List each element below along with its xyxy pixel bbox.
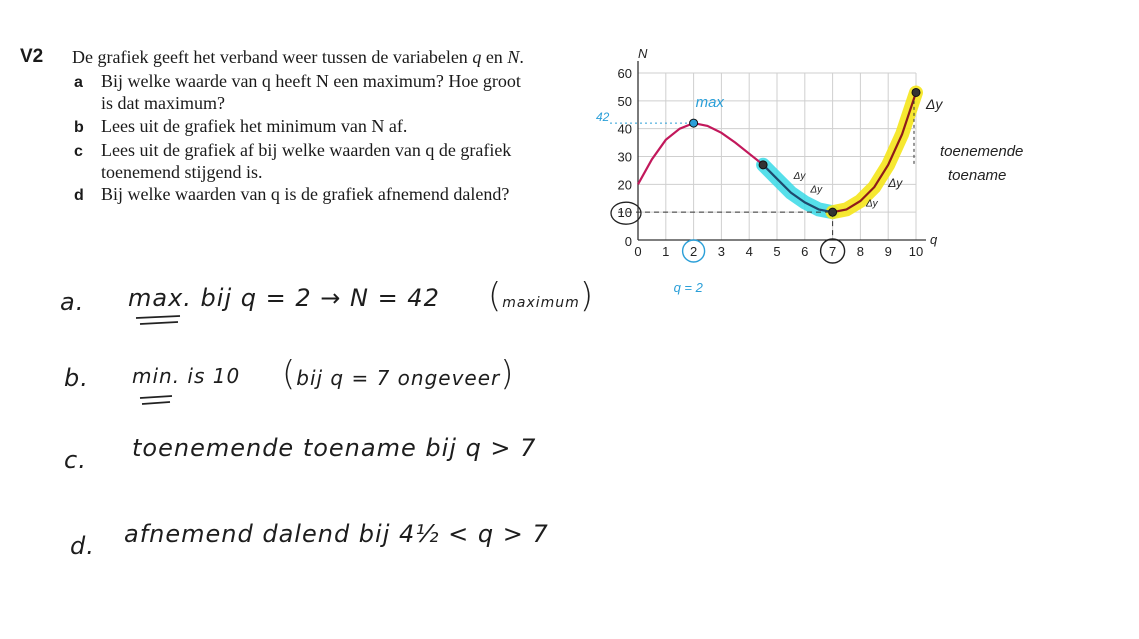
side-note-line: toename [948,167,1007,184]
x-tick-label: 5 [773,244,781,259]
y-tick-label: 50 [617,93,632,109]
max-label: max [695,94,724,112]
x-tick-label: 1 [662,244,670,259]
exercise-number: V2 [20,46,44,67]
y-tick-label: 10 [617,205,632,221]
x-tick-label: 9 [884,244,892,259]
double-underline [140,396,172,404]
exercise-intro: De grafiek geeft het verband weer tussen de variabelen q en N. [72,47,524,67]
side-note-line: toenemende [940,143,1024,160]
x-tick-label: 10 [908,244,924,259]
question-letter: a [74,74,83,91]
x-value-label: q = 2 [673,280,703,295]
question-letter: b [74,119,84,136]
answer-c-letter: c. [64,446,87,474]
question-text: Lees uit de grafiek het minimum van N af. [101,116,408,136]
delta-y-label: Δy [888,176,903,191]
x-tick-label: 6 [801,244,809,259]
x-tick-label: 7 [828,244,837,259]
y-tick-label: 20 [617,177,632,193]
x-tick-label: 4 [745,244,753,259]
y-value-label: 42 [596,110,610,125]
question-letter: c [74,143,83,160]
y-tick-label: 60 [617,66,632,81]
answer-a-text: max. bij q = 2 → N = 42 [128,284,440,312]
question-letter: d [74,187,84,204]
answer-c-text: toenemende toename bij q > 7 [132,434,537,462]
double-underline [136,316,180,324]
answer-b-letter: b. [64,364,89,392]
answer-d-letter: d. [70,532,95,560]
delta-y-label: Δy [865,198,878,210]
x-tick-label: 8 [856,244,865,259]
delta-y-label: Δy [926,95,943,112]
delta-y-label: Δy [793,170,806,182]
question-text: toenemend stijgend is. [101,162,263,182]
question-text: Lees uit de grafiek af bij welke waarden van q de grafiek [101,140,512,160]
x-axis-label: q [930,232,938,247]
x-tick-label: 2 [689,244,698,259]
delta-y-label: Δy [810,184,823,196]
y-axis-label: N [638,46,648,61]
y-tick-label: 40 [617,121,632,137]
question-text: Bij welke waarden van q is de grafiek afnemend dalend? [101,184,510,204]
y-tick-label: 0 [624,234,632,249]
x-tick-label: 0 [634,244,642,259]
question-text: is dat maximum? [101,93,225,113]
x-tick-label: 3 [717,244,726,259]
answer-a-letter: a. [60,288,85,316]
answer-b-text: min. is 10 [132,364,241,388]
answer-d-text: afnemend dalend bij 4½ < q > 7 [124,520,549,548]
y-tick-label: 30 [617,149,632,165]
answer-b-note: (bij q = 7 ongeveer) [282,354,515,394]
answer-a-note: (maximum) [488,276,595,316]
question-text: Bij welke waarde van q heeft N een maximum? Hoe groot [101,71,521,91]
